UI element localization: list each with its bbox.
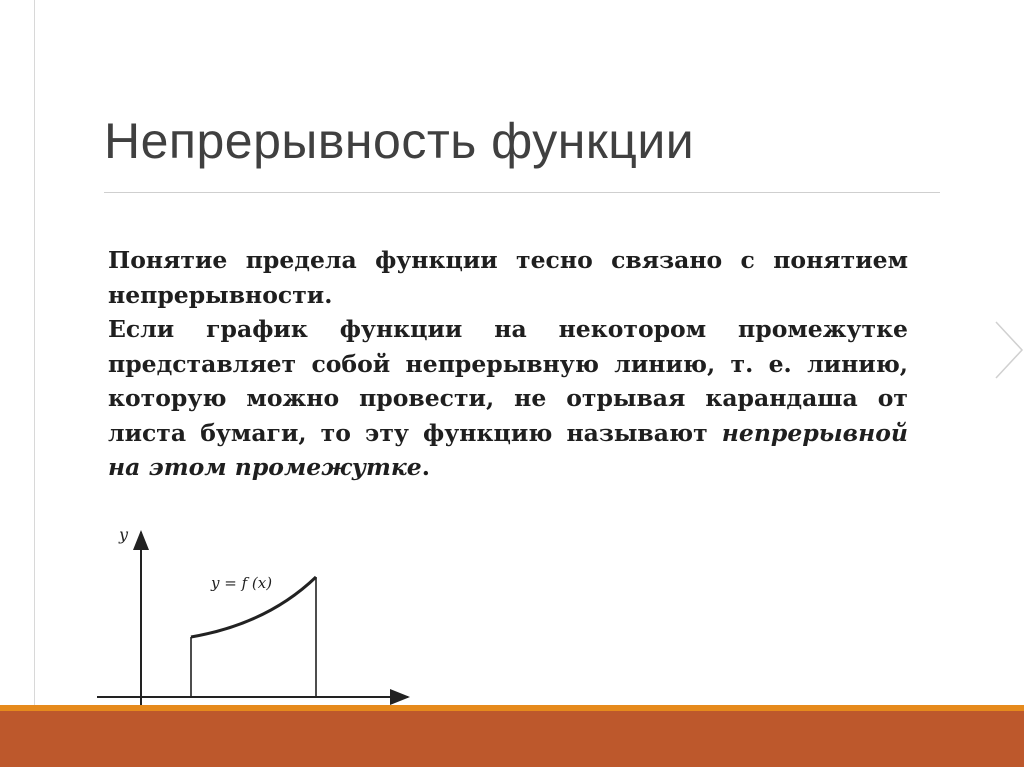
graph-svg <box>92 520 417 735</box>
paragraph-2 <box>108 312 908 485</box>
footer-accent-bar <box>0 705 1024 767</box>
chevron-right-icon <box>994 320 1024 380</box>
paragraph-2-text: Если график функции на некотором промежутке представляет собой непрерывную линию, т. е. линию, которую можно провести, не отрывая карандаша от листа бумаги, то эту функцию называют <box>108 315 908 447</box>
function-graph <box>92 520 417 735</box>
title-divider <box>104 192 940 193</box>
footer-accent-stripe <box>0 705 1024 711</box>
emphasized-term: непрерывной на этом промежутке <box>108 418 908 481</box>
emphasis-end: . <box>421 453 430 481</box>
slide-body <box>108 243 908 485</box>
slide-title: Непрерывность функции <box>104 113 695 169</box>
paragraph-1: Понятие предела функции тесно связано с понятием непрерывности. <box>108 246 908 309</box>
y-axis-label: y <box>119 525 129 544</box>
curve-label: y = f (x) <box>211 574 273 592</box>
left-margin-rule <box>34 0 35 705</box>
